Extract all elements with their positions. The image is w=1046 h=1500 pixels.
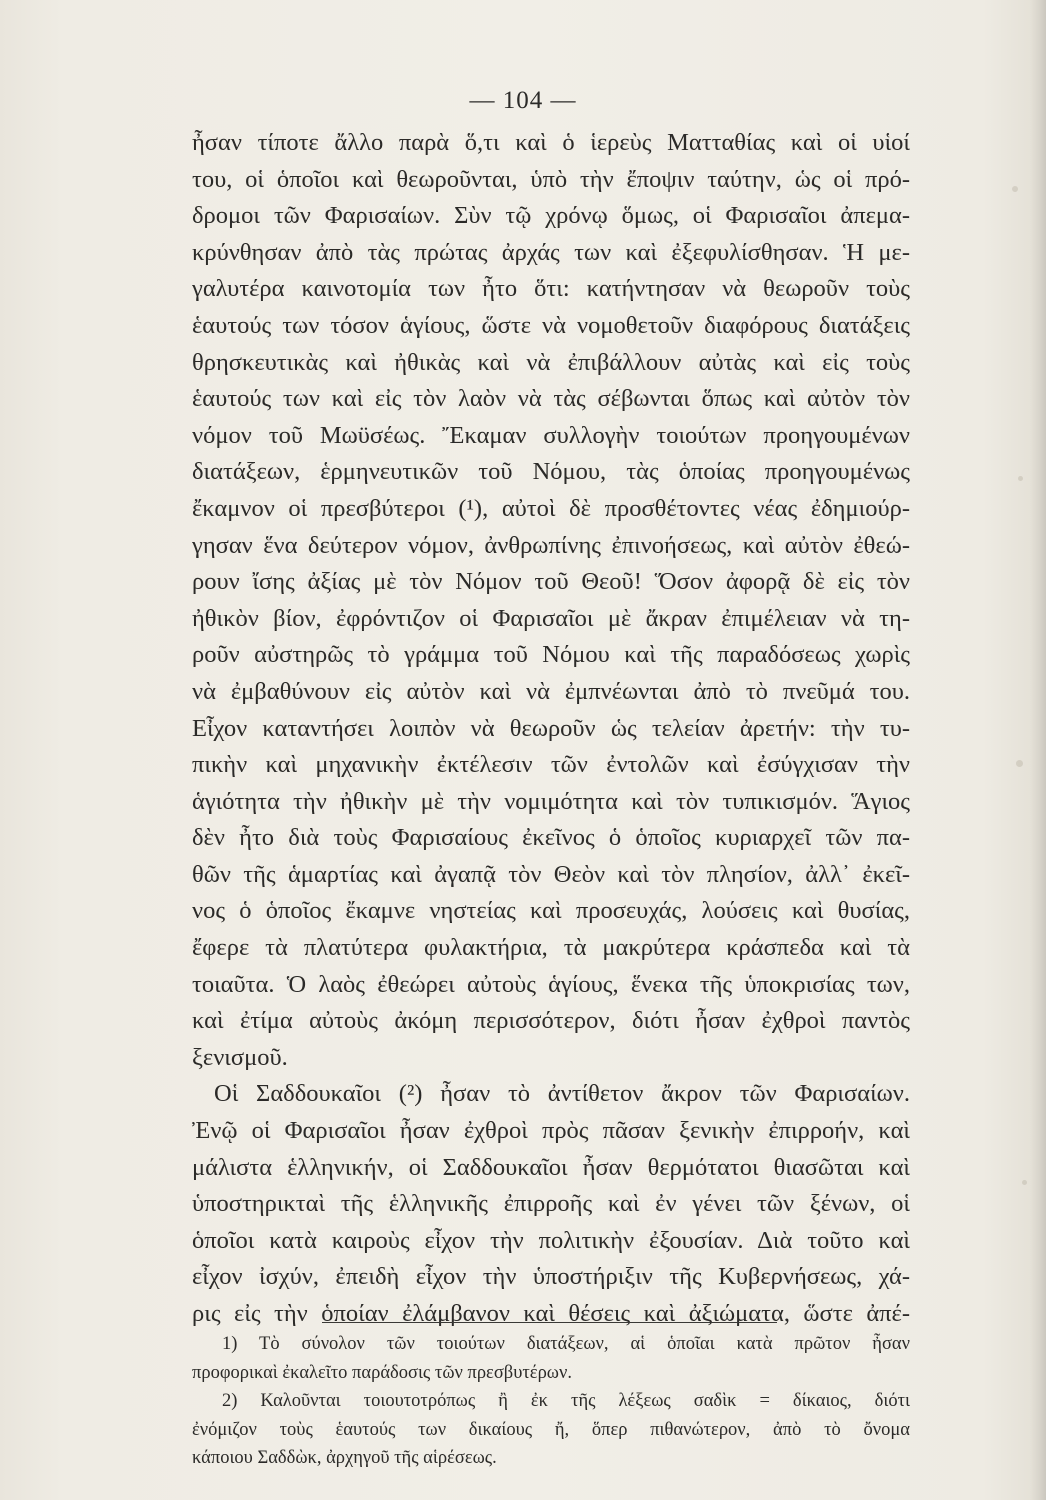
footnotes: [192, 1330, 910, 1473]
text-line: ἔφερε τὰ πλατύτερα φυλακτήρια, τὰ μακρύτερα κράσπεδα καὶ τὰ: [192, 934, 910, 962]
text-line: ἠθικὸν βίον, ἐφρόντιζον οἱ Φαρισαῖοι μὲ ἄκραν ἐπιμέλειαν νὰ τη-: [192, 604, 910, 632]
text-line: καὶ ἐτίμα αὐτοὺς ἀκόμη περισσότερον, διότι ἦσαν ἐχθροὶ παντὸς: [192, 1007, 910, 1035]
footnote-separator: [322, 1322, 777, 1323]
text-line: ρις εἰς τὴν ὁποίαν ἐλάμβανον καὶ θέσεις καὶ ἀξιώματα, ὥστε ἀπέ-: [192, 1300, 910, 1327]
text-line: νος ὁ ὁποῖος ἔκαμνε νηστείας καὶ προσευχάς, λούσεις καὶ θυσίας,: [192, 897, 910, 925]
text-line: ἑαυτούς των καὶ εἰς τὸν λαὸν νὰ τὰς σέβωνται ὅπως καὶ αὐτὸν τὸν: [192, 385, 910, 413]
text-line: θρησκευτικὰς καὶ ἠθικὰς καὶ νὰ ἐπιβάλλουν αὐτὰς καὶ εἰς τοὺς: [192, 348, 910, 376]
footnote-line: ἐνόμιζον τοὺς ἑαυτούς των δικαίους ἤ, ὅπερ πιθανώτερον, ἀπὸ τὸ ὄνομα: [192, 1419, 910, 1440]
text-line: δρομοι τῶν Φαρισαίων. Σὺν τῷ χρόνῳ ὅμως, οἱ Φαρισαῖοι ἀπεμα-: [192, 202, 910, 230]
text-line: κρύνθησαν ἀπὸ τὰς πρώτας ἀρχάς των καὶ ἐξεφυλίσθησαν. Ἡ με-: [192, 238, 910, 266]
paper-spot: [1016, 760, 1023, 767]
text-line: Εἶχον καταντήσει λοιπὸν νὰ θεωροῦν ὡς τελείαν ἀρετήν: τὴν τυ-: [192, 714, 910, 742]
text-line: εἶχον ἰσχύν, ἐπειδὴ εἶχον τὴν ὑποστήριξιν τῆς Κυβερνήσεως, χά-: [192, 1263, 910, 1291]
text-line: τοιαῦτα. Ὁ λαὸς ἐθεώρει αὐτοὺς ἁγίους, ἕνεκα τῆς ὑποκρισίας των,: [192, 970, 910, 998]
text-line: πικὴν καὶ μηχανικὴν ἐκτέλεσιν τῶν ἐντολῶν καὶ ἐσύγχισαν τὴν: [192, 751, 910, 779]
text-line: Οἱ Σαδδουκαῖοι (²) ἦσαν τὸ ἀντίθετον ἄκρον τῶν Φαρισαίων.: [214, 1080, 910, 1108]
paper-spot: [1018, 476, 1023, 481]
footnote-line: κάποιου Σαδδὼκ, ἀρχηγοῦ τῆς αἱρέσεως.: [192, 1448, 497, 1468]
text-line: Ἐνῷ οἱ Φαρισαῖοι ἦσαν ἐχθροὶ πρὸς πᾶσαν ξενικὴν ἐπιρροήν, καὶ: [192, 1117, 910, 1145]
text-line: μάλιστα ἑλληνικήν, οἱ Σαδδουκαῖοι ἦσαν θερμότατοι θιασῶται καὶ: [192, 1153, 910, 1181]
text-line: ὁποῖοι κατὰ καιροὺς εἶχον τὴν πολιτικὴν ἐξουσίαν. Διὰ τοῦτο καὶ: [192, 1226, 910, 1254]
text-line: νὰ ἐμβαθύνουν εἰς αὐτὸν καὶ νὰ ἐμπνέωνται ἀπὸ τὸ πνεῦμά του.: [192, 677, 910, 705]
footnote-line: 1) Τὸ σύνολον τῶν τοιούτων διατάξεων, αἱ ὁποῖαι κατὰ πρῶτον ἦσαν: [222, 1334, 910, 1354]
paper-spot: [1012, 186, 1018, 192]
text-line: ρουν ἴσης ἀξίας μὲ τὸν Νόμον τοῦ Θεοῦ! Ὅσον ἀφορᾷ δὲ εἰς τὸν: [192, 568, 910, 596]
text-line: δὲν ἦτο διὰ τοὺς Φαρισαίους ἐκεῖνος ὁ ὁποῖος κυριαρχεῖ τῶν πα-: [192, 824, 910, 852]
text-line: νόμον τοῦ Μωϋσέως. Ἔκαμαν συλλογὴν τοιούτων προηγουμένων: [192, 421, 910, 449]
main-text: [192, 125, 910, 1333]
paper-spot: [1022, 1180, 1027, 1185]
text-line: ἑαυτούς των τόσον ἁγίους, ὥστε νὰ νομοθετοῦν διαφόρους διατάξεις: [192, 311, 910, 339]
footnote-line: προφορικαὶ ἐκαλεῖτο παράδοσις τῶν πρεσβυτέρων.: [192, 1362, 572, 1383]
text-line: ἁγιότητα τὴν ἠθικὴν μὲ τὴν νομιμότητα καὶ τὸν τυπικισμόν. Ἅγιος: [192, 787, 910, 815]
text-line: ροῦν αὐστηρῶς τὸ γράμμα τοῦ Νόμου καὶ τῆς παραδόσεως χωρὶς: [192, 641, 910, 669]
text-line: ὑποστηρικταὶ τῆς ἑλληνικῆς ἐπιρροῆς καὶ ἐν γένει τῶν ξένων, οἱ: [192, 1190, 910, 1218]
footnote-line: 2) Καλοῦνται τοιουτοτρόπως ἢ ἐκ τῆς λέξεως σαδὶκ = δίκαιος, διότι: [222, 1391, 910, 1411]
text-line: γαλυτέρα καινοτομία των ἦτο ὅτι: κατήντησαν νὰ θεωροῦν τοὺς: [192, 275, 910, 303]
text-line: θῶν τῆς ἁμαρτίας καὶ ἀγαπᾷ τὸν Θεὸν καὶ τὸν πλησίον, ἀλλ᾽ ἐκεῖ-: [192, 860, 910, 888]
text-line: ἦσαν τίποτε ἄλλο παρὰ ὅ,τι καὶ ὁ ἱερεὺς Ματταθίας καὶ οἱ υἱοί: [192, 129, 910, 156]
text-line: του, οἱ ὁποῖοι καὶ θεωροῦνται, ὑπὸ τὴν ἔποψιν ταύτην, ὡς οἱ πρό-: [192, 165, 910, 193]
text-line: ἔκαμνον οἱ πρεσβύτεροι (¹), αὐτοὶ δὲ προσθέτοντες νέας ἐδημιούρ-: [192, 494, 910, 522]
text-line: γησαν ἕνα δεύτερον νόμον, ἀνθρωπίνης ἐπινοήσεως, καὶ αὐτὸν ἐθεώ-: [192, 531, 910, 559]
page-edge-shadow: [1030, 0, 1046, 1500]
text-line: ξενισμοῦ.: [192, 1043, 288, 1071]
page-number: — 104 —: [469, 87, 577, 114]
text-line: διατάξεων, ἑρμηνευτικῶν τοῦ Νόμου, τὰς ὁποίας προηγουμένως: [192, 458, 910, 486]
